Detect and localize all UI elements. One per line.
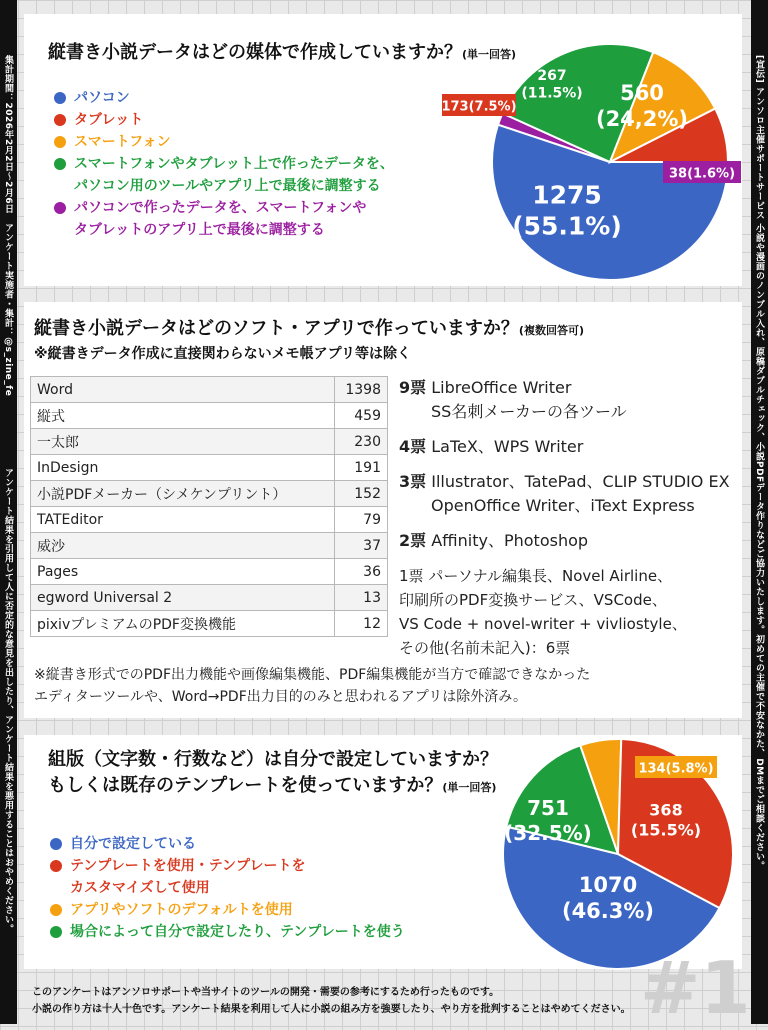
table-row (31, 481, 388, 507)
ad-text: [宣伝] アンソロ主催サポートサービス 小説や漫画のノンブル入れ、原稿ダブルチェック、小説PDFデータ作りなどご協力いたします。初めての主催で不安なかた、DMまでご相談ください。 (754, 55, 764, 871)
vote-apps: LaTeX、WPS Writer (431, 437, 584, 456)
legend-dot (54, 114, 66, 126)
q3-tag: (単一回答) (442, 781, 497, 794)
vote-apps-line4: その他(名前未記入)：6票 (399, 639, 571, 657)
vote-apps: Affinity、Photoshop (431, 531, 589, 550)
software-table (30, 376, 388, 637)
vote-group (399, 435, 739, 459)
q3-title (48, 747, 498, 801)
legend-dot (54, 136, 66, 148)
software-count: 191 (335, 455, 388, 481)
q3-title-line1: 組版（文字数・行数など）は自分で設定していますか？ (48, 749, 498, 770)
usage-warning-text: アンケート結果を引用して人に否定的な意見を出したり、アンケート結果を悪用することはおやめください。 (3, 468, 13, 934)
vote-apps-line3: VS Code + novel-writer + vivliostyle、 (399, 615, 687, 633)
pie-label: 267 (11.5%) (521, 67, 583, 102)
q2-subtitle: ※縦書きデータ作成に直接関わらないメモ帳アプリ等は除く (34, 346, 412, 362)
footer-notes (32, 984, 631, 1018)
footer-line2: 小説の作り方は十人十色です。アンケート結果を利用して人に小説の組み方を強要したり、やり方を批判することはやめてください。 (32, 1004, 631, 1015)
pie-label: 1275 (55.1%) (512, 180, 622, 241)
q1-legend-item (52, 153, 394, 197)
software-count: 13 (335, 585, 388, 611)
pie-label: 134(5.8%) (638, 761, 714, 777)
pie-label: 1070 (46.3%) (561, 872, 655, 924)
vote-apps-line2: OpenOffice Writer、iText Express (431, 496, 695, 515)
vote-group (399, 376, 739, 424)
legend-label: パソコン (74, 90, 130, 106)
legend-label: アプリやソフトのデフォルトを使用 (70, 902, 293, 918)
q1-tag: (単一回答) (462, 48, 517, 61)
table-row (31, 559, 388, 585)
software-count: 12 (335, 611, 388, 637)
software-count: 459 (335, 403, 388, 429)
pie-label: 38(1.6%) (668, 166, 736, 182)
vote-label: 3票 (399, 472, 427, 491)
software-name: TATEditor (31, 507, 335, 533)
pie-label: 368 (15.5%) (630, 800, 702, 840)
vote-label: 4票 (399, 437, 427, 456)
table-row (31, 585, 388, 611)
q1-legend (52, 87, 394, 241)
right-sidebar (751, 0, 768, 1024)
software-count: 152 (335, 481, 388, 507)
legend-label: 自分で設定している (70, 836, 196, 852)
vote-apps: LibreOffice Writer (431, 378, 572, 397)
vote-label: 9票 (399, 378, 427, 397)
table-row (31, 533, 388, 559)
legend-label: スマートフォン (74, 134, 171, 150)
software-count: 37 (335, 533, 388, 559)
vote-apps: Illustrator、TatePad、CLIP STUDIO EX (431, 472, 730, 491)
legend-dot (54, 158, 66, 170)
vote-group (399, 529, 739, 553)
q3-title-line2: もしくは既存のテンプレートを使っていますか？ (48, 775, 443, 796)
q2-title-text: 縦書き小説データはどのソフト・アプリで作っていますか？ (34, 318, 519, 339)
survey-period-text: 集計期間：2026年2月2日～2月6日 アンケート実施者・集計：@s_zine_fe (3, 55, 13, 397)
software-name: 威沙 (31, 533, 335, 559)
software-name: pixivプレミアムのPDF変換機能 (31, 611, 335, 637)
software-name: InDesign (31, 455, 335, 481)
q3-legend-item (48, 921, 405, 943)
software-name: Word (31, 377, 335, 403)
q1-legend-item (52, 131, 394, 153)
software-count: 230 (335, 429, 388, 455)
software-count: 1398 (335, 377, 388, 403)
q1-legend-item (52, 87, 394, 109)
legend-dot (54, 92, 66, 104)
pie-label: 173(7.5%) (441, 99, 517, 115)
software-name: 縦式 (31, 403, 335, 429)
vote-label: 2票 (399, 531, 427, 550)
q2-note-line2: エディターツールや、Word→PDF出力目的のみと思われるアプリは除外済み。 (34, 689, 528, 705)
q3-legend-item (48, 855, 405, 899)
q3-legend (48, 833, 405, 943)
table-row (31, 507, 388, 533)
legend-label: パソコンで作ったデータを、スマートフォンや (74, 200, 367, 216)
software-name: 小説PDFメーカー（シメケンプリント） (31, 481, 335, 507)
q2-title (34, 314, 584, 340)
vote-label: 1票 (399, 567, 424, 585)
software-name: Pages (31, 559, 335, 585)
legend-label: テンプレートを使用・テンプレートを (70, 858, 306, 874)
software-name: 一太郎 (31, 429, 335, 455)
q1-legend-item (52, 109, 394, 131)
legend-label: 場合によって自分で設定したり、テンプレートを使う (70, 924, 405, 940)
legend-dot (50, 904, 62, 916)
software-count: 79 (335, 507, 388, 533)
issue-number: #1 (640, 946, 751, 1030)
q2-note-line1: ※縦書き形式でのPDF出力機能や画像編集機能、PDF編集機能が当方で確認できなかった (34, 667, 591, 683)
vote-apps-line2: 印刷所のPDF変換サービス、VSCode、 (399, 591, 667, 609)
q2-panel (24, 302, 742, 718)
software-count: 36 (335, 559, 388, 585)
q2-tag: (複数回答可) (518, 324, 584, 337)
pie-label: 560 (24,2%) (595, 80, 689, 132)
legend-label: スマートフォンやタブレット上で作ったデータを、 (74, 156, 394, 172)
table-row (31, 429, 388, 455)
q1-legend-item (52, 197, 394, 241)
legend-label-line2: タブレットのアプリ上で最後に調整する (74, 222, 325, 238)
table-row (31, 455, 388, 481)
legend-label-line2: パソコン用のツールやアプリ上で最後に調整する (74, 178, 381, 194)
legend-dot (50, 860, 62, 872)
footer-line1: このアンケートはアンソロサポートや当サイトのツールの開発・需要の参考にするため行ったものです。 (32, 987, 500, 998)
q3-pie-chart (500, 730, 742, 975)
legend-dot (54, 202, 66, 214)
left-sidebar (0, 0, 17, 1024)
minor-votes (399, 376, 739, 671)
table-row (31, 403, 388, 429)
vote-group-1 (399, 564, 739, 660)
table-row (31, 611, 388, 637)
legend-dot (50, 926, 62, 938)
q3-legend-item (48, 899, 405, 921)
legend-label-line2: カスタマイズして使用 (70, 880, 210, 896)
q2-note (34, 664, 590, 708)
q3-legend-item (48, 833, 405, 855)
legend-label: タブレット (74, 112, 144, 128)
q1-title-text: 縦書き小説データはどの媒体で作成していますか？ (48, 42, 462, 63)
software-name: egword Universal 2 (31, 585, 335, 611)
legend-dot (50, 838, 62, 850)
vote-apps-line2: SS名刺メーカーの各ツール (431, 402, 627, 421)
q1-pie-chart (410, 40, 742, 285)
table-row (31, 377, 388, 403)
vote-apps: パーソナル編集長、Novel Airline、 (428, 567, 673, 585)
vote-group (399, 470, 739, 518)
pie-label: 751 (32.5%) (504, 796, 592, 845)
